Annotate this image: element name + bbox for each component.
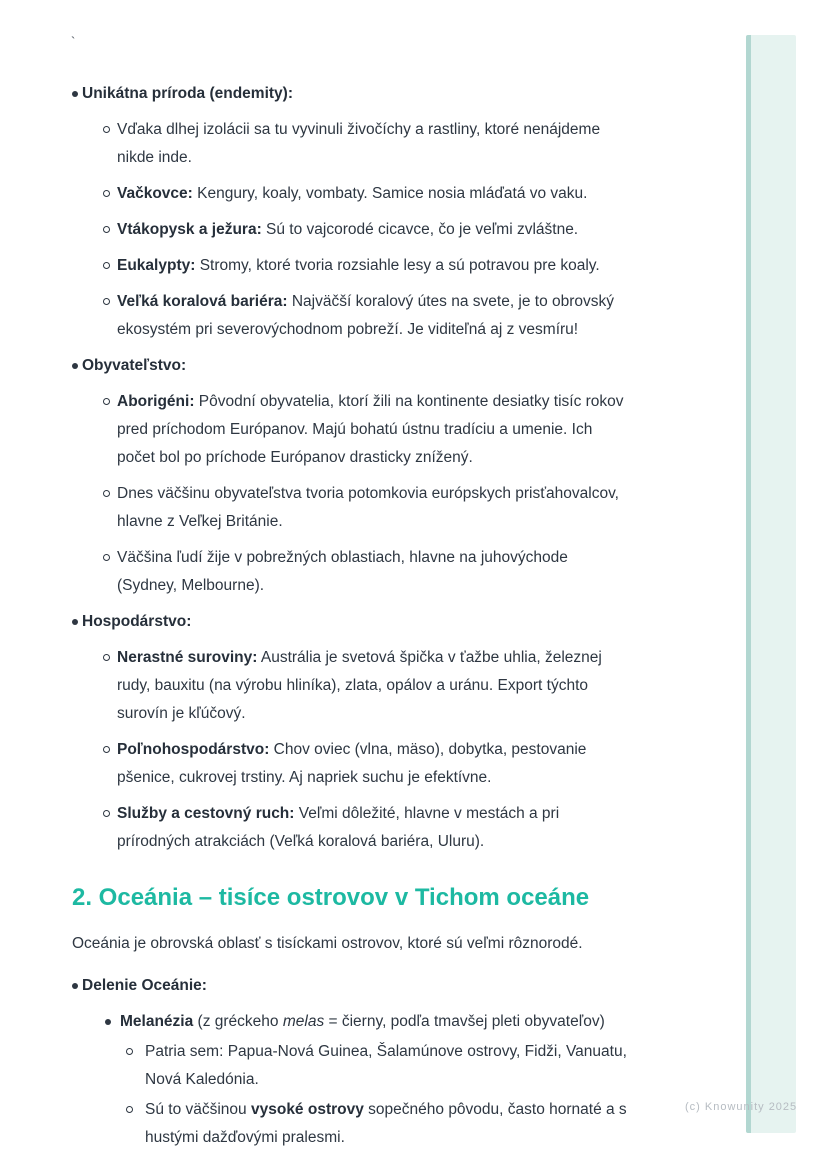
item-text: Delenie Oceánie: [82,977,207,994]
bullet-disc-icon [72,363,78,369]
item-text: Vačkovce: Kengury, koaly, vombaty. Samice nosia mláďatá vo vaku. [117,185,588,202]
item-text: Aborigéni: Pôvodní obyvatelia, ktorí žili na kontinente desiatky tisíc rokov pred príchodom Európanov. Majú bohatú ústnu tradíciu a umenie. Ich počet bol po príchode Európanov drasticky znížený. [117,393,624,466]
item-text: Melanézia (z gréckeho melas = čierny, podľa tmavšej pleti obyvateľov) [120,1013,605,1030]
item-text: Väčšina ľudí žije v pobrežných oblastiach, hlavne na juhovýchode (Sydney, Melbourne). [117,549,568,594]
item-text: Oceánia je obrovská oblasť s tisíckami ostrovov, ktoré sú veľmi rôznorodé. [72,935,583,952]
bullet-circle-icon [103,810,110,817]
list-item [72,352,672,380]
item-text: Hospodárstvo: [82,613,192,630]
bullet-circle-icon [103,298,110,305]
page-edge-strip [746,35,796,1133]
paragraph [72,930,672,958]
bullet-circle-icon [103,490,110,497]
bullet-disc-icon [72,983,78,989]
item-text: Dnes väčšinu obyvateľstva tvoria potomkovia európskych prisťahovalcov, hlavne z Veľkej Británie. [117,485,619,530]
bullet-circle-icon [103,398,110,405]
list-item [72,1038,672,1094]
list-item [72,116,672,172]
bullet-disc-icon [72,91,78,97]
list-item [72,544,672,600]
bullet-disc-icon [72,619,78,625]
item-text: Veľká koralová bariéra: Najväčší koralový útes na svete, je to obrovský ekosystém pri severovýchodnom pobreží. Je viditeľná aj z vesmíru! [117,293,615,338]
list-item [72,252,672,280]
list-item [72,1096,672,1152]
bullet-circle-icon [103,262,110,269]
bullet-circle-icon [103,554,110,561]
list-item [72,388,672,472]
notes-content [72,80,672,1160]
item-text: Obyvateľstvo: [82,357,187,374]
list-item [72,644,672,728]
list-item [72,736,672,792]
watermark: (c) Knowunity 2025 [685,1101,798,1113]
bullet-circle-icon [126,1048,133,1055]
item-text: Služby a cestovný ruch: Veľmi dôležité, hlavne v mestách a pri prírodných atrakciách (Veľká koralová bariéra, Uluru). [117,805,560,850]
list-item [72,80,672,108]
item-text: Unikátna príroda (endemity): [82,85,293,102]
list-item [72,288,672,344]
bullet-circle-icon [103,126,110,133]
bullet-circle-icon [103,190,110,197]
item-text: Nerastné suroviny: Austrália je svetová špička v ťažbe uhlia, železnej rudy, bauxitu (na výrobu hliníka), zlata, opálov a uránu. Export týchto surovín je kľúčový. [117,649,602,722]
bullet-circle-icon [103,226,110,233]
item-text: Sú to väčšinou vysoké ostrovy sopečného pôvodu, často hornaté a s hustými dažďovými pralesmi. [145,1101,627,1146]
section-heading: 2. Oceánia – tisíce ostrovov v Tichom oceáne [72,884,590,911]
list-item [72,800,672,856]
bullet-circle-icon [103,746,110,753]
stray-backtick-mark: ` [71,34,76,49]
list-item [72,972,672,1000]
list-item [72,480,672,536]
item-text: Vďaka dlhej izolácii sa tu vyvinuli živočíchy a rastliny, ktoré nenájdeme nikde inde. [117,121,601,166]
list-item [72,608,672,636]
list-item [72,180,672,208]
item-text: Poľnohospodárstvo: Chov oviec (vlna, mäso), dobytka, pestovanie pšenice, cukrovej trstiny. Aj napriek suchu je efektívne. [117,741,587,786]
list-item [72,1008,672,1036]
item-text: Vtákopysk a ježura: Sú to vajcorodé cicavce, čo je veľmi zvláštne. [117,221,579,238]
bullet-circle-icon [103,654,110,661]
item-text: Patria sem: Papua-Nová Guinea, Šalamúnove ostrovy, Fidži, Vanuatu, Nová Kaledónia. [145,1043,627,1088]
list-item [72,216,672,244]
item-text: Eukalypty: Stromy, ktoré tvoria rozsiahle lesy a sú potravou pre koaly. [117,257,600,274]
bullet-disc-icon [105,1019,111,1025]
bullet-circle-icon [126,1106,133,1113]
